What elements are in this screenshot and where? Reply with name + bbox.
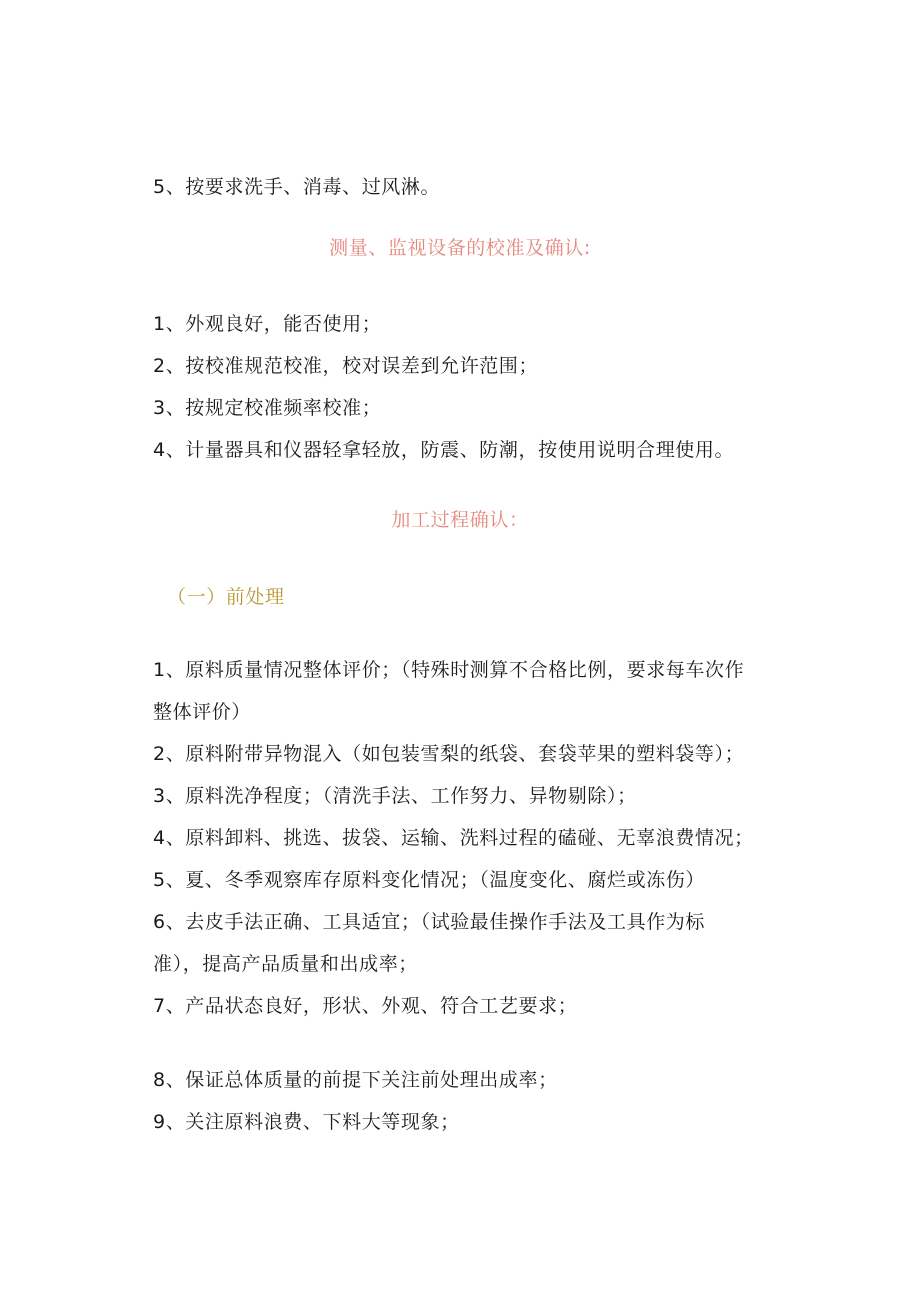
section-heading-calibration: 测量、监视设备的校准及确认: (329, 237, 591, 259)
list-item: 4、原料卸料、挑选、拔袋、运输、洗料过程的磕碰、无辜浪费情况； (153, 827, 754, 849)
list-item-continuation: 准），提高产品质量和出成率； (153, 953, 418, 975)
list-item: 3、按规定校准频率校准； (153, 397, 382, 419)
list-item: 3、原料洗净程度；（清洗手法、工作努力、异物剔除）； (153, 785, 637, 807)
list-item: 5、按要求洗手、消毒、过风淋。 (153, 176, 441, 198)
subsection-heading-pretreatment: （一）前处理 (167, 586, 285, 608)
list-item-continuation: 整体评价） (153, 701, 252, 723)
list-item: 1、外观良好，能否使用； (153, 313, 382, 335)
list-item: 8、保证总体质量的前提下关注前处理出成率； (153, 1069, 558, 1091)
list-item: 2、按校准规范校准，校对误差到允许范围； (153, 355, 539, 377)
list-item: 7、产品状态良好，形状、外观、符合工艺要求； (153, 995, 578, 1017)
list-item: 5、夏、冬季观察库存原料变化情况；（温度变化、腐烂或冻伤） (153, 869, 705, 891)
list-item: 6、去皮手法正确、工具适宜；（试验最佳操作手法及工具作为标 (153, 911, 705, 933)
list-item: 4、计量器具和仪器轻拿轻放，防震、防潮，按使用说明合理使用。 (153, 439, 735, 461)
list-item: 2、原料附带异物混入（如包装雪梨的纸袋、套袋苹果的塑料袋等）； (153, 743, 745, 765)
list-item: 1、原料质量情况整体评价；（特殊时测算不合格比例，要求每车次作 (153, 659, 745, 681)
section-heading-process: 加工过程确认： (391, 509, 529, 531)
list-item: 9、关注原料浪费、下料大等现象； (153, 1111, 460, 1133)
